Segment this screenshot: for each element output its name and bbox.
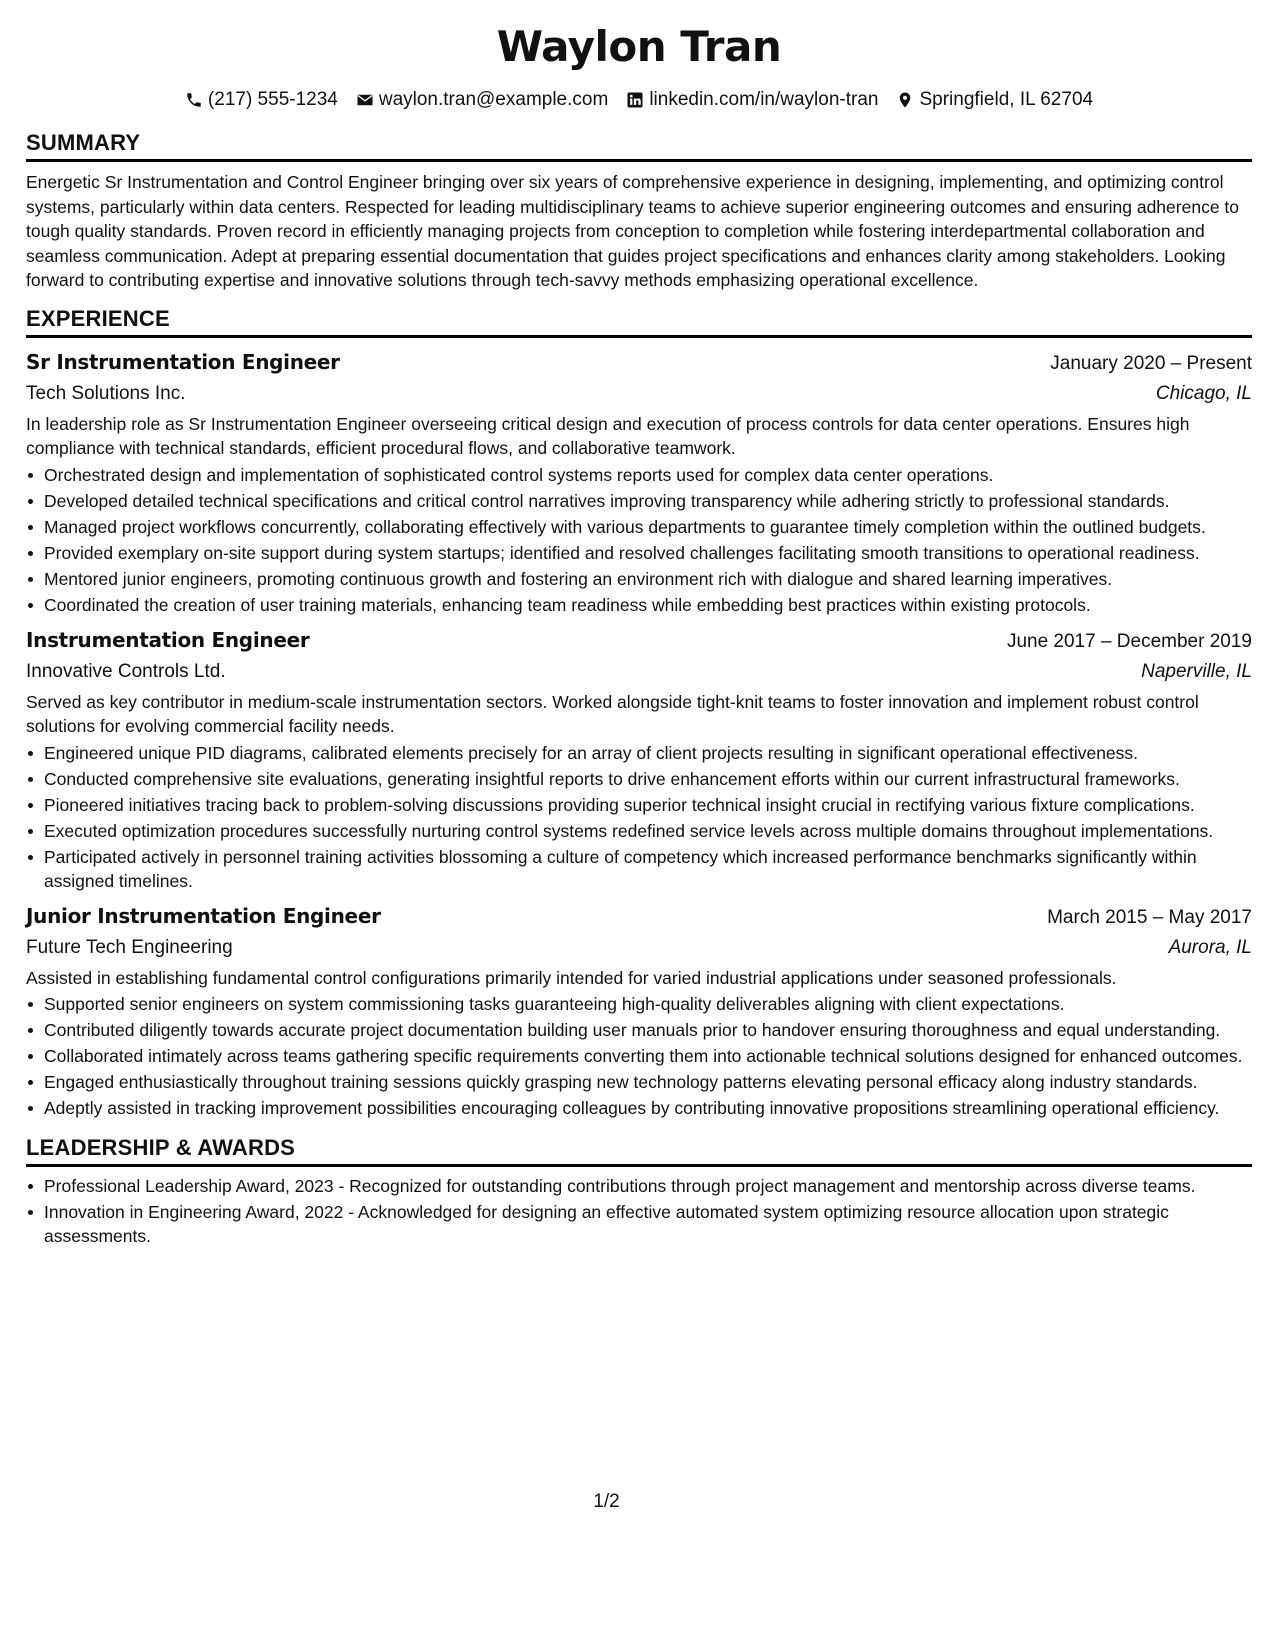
summary-text: Energetic Sr Instrumentation and Control Engineer bringing over six years of comprehensive experience in designing, implementing, and optimizing control systems, particularly within data centers. Respected for leading multidisciplinary teams to achieve superior engineering outcomes and ensuring adherence to tough quality standards. Proven record in efficiently managing projects from conception to completion while fostering interdepartmental collaboration and seamless communication. Adept at preparing essential documentation that guides project specifications and enhances clarity among stakeholders. Looking forward to contributing expertise and innovative solutions through tech-savvy methods emphasizing operational excellence. (26, 172, 1240, 290)
awards-list (26, 1174, 1252, 1248)
job-bullets (26, 741, 1252, 893)
list-item: Professional Leadership Award, 2023 - Recognized for outstanding contributions through project management and mentorship across diverse teams. (26, 1174, 1252, 1198)
list-item: Pioneered initiatives tracing back to problem-solving discussions providing superior technical insight crucial in rectifying various fixture complications. (26, 793, 1252, 817)
job-company: Tech Solutions Inc. (26, 382, 186, 404)
linkedin-icon (626, 91, 644, 109)
job-location: Chicago, IL (1155, 382, 1252, 404)
contact-phone (185, 89, 338, 111)
job-company: Future Tech Engineering (26, 936, 233, 958)
list-item: Contributed diligently towards accurate project documentation building user manuals prior to handover ensuring thoroughness and equal understanding. (26, 1018, 1252, 1042)
job-description: Assisted in establishing fundamental control configurations primarily intended for varied industrial applications under seasoned professionals. (26, 967, 1117, 988)
list-item: Collaborated intimately across teams gathering specific requirements converting them into actionable technical solutions designed for enhanced outcomes. (26, 1044, 1252, 1068)
linkedin-link[interactable]: linkedin.com/in/waylon-tran (649, 89, 879, 110)
job-location: Naperville, IL (1141, 660, 1252, 682)
job-title: Junior Instrumentation Engineer (26, 903, 381, 928)
summary-section (26, 130, 1252, 293)
job-bullets (26, 992, 1252, 1120)
job-dates: March 2015 – May 2017 (1047, 906, 1252, 928)
resume-page (26, 0, 1252, 1248)
list-item: Engaged enthusiastically throughout training sessions quickly grasping new technology patterns elevating personal efficacy along industry standards. (26, 1070, 1252, 1094)
job-bullets (26, 463, 1252, 617)
section-title-experience: EXPERIENCE (26, 306, 1252, 338)
job-location: Aurora, IL (1168, 936, 1252, 958)
list-item: Innovation in Engineering Award, 2022 - Acknowledged for designing an effective automated system optimizing resource allocation upon strategic assessments. (26, 1200, 1252, 1248)
section-title-awards: LEADERSHIP & AWARDS (26, 1135, 1252, 1167)
job-dates: June 2017 – December 2019 (1006, 630, 1252, 652)
list-item: Managed project workflows concurrently, collaborating effectively with various departments to guarantee timely completion within the outlined budgets. (26, 515, 1252, 539)
contact-linkedin[interactable] (626, 89, 878, 111)
job-title: Sr Instrumentation Engineer (26, 349, 340, 374)
experience-section (26, 306, 1252, 1121)
job-entry (26, 347, 1252, 617)
job-entry (26, 625, 1252, 893)
list-item: Executed optimization procedures successfully nurturing control systems redefined service levels across multiple domains throughout implementations. (26, 819, 1252, 843)
list-item: Developed detailed technical specifications and critical control narratives improving transparency while adhering strictly to professional standards. (26, 489, 1252, 513)
list-item: Mentored junior engineers, promoting continuous growth and fostering an environment rich with dialogue and shared learning imperatives. (26, 567, 1252, 591)
list-item: Coordinated the creation of user training materials, enhancing team readiness while embedding best practices within existing protocols. (26, 593, 1252, 617)
list-item: Adeptly assisted in tracking improvement possibilities encouraging colleagues by contributing innovative propositions streamlining operational efficiency. (26, 1096, 1252, 1120)
phone-text: (217) 555-1234 (207, 89, 338, 110)
job-title: Instrumentation Engineer (26, 627, 310, 652)
list-item: Conducted comprehensive site evaluations, generating insightful reports to drive enhancement efforts within our current infrastructural frameworks. (26, 767, 1252, 791)
job-company: Innovative Controls Ltd. (26, 660, 226, 682)
job-description: Served as key contributor in medium-scale instrumentation sectors. Worked alongside tight-knit teams to foster innovation and implement robust control solutions for evolving commercial facility needs. (26, 691, 1199, 736)
envelope-icon (356, 91, 374, 109)
list-item: Participated actively in personnel training activities blossoming a culture of competency which increased performance benchmarks significantly within assigned timelines. (26, 845, 1252, 893)
list-item: Orchestrated design and implementation of sophisticated control systems reports used for complex data center operations. (26, 463, 1252, 487)
section-title-summary: SUMMARY (26, 130, 1252, 162)
location-text: Springfield, IL 62704 (919, 89, 1094, 110)
contact-email[interactable] (356, 89, 608, 111)
list-item: Provided exemplary on-site support during system startups; identified and resolved challenges facilitating smooth transitions to operational readiness. (26, 541, 1252, 565)
candidate-name: Waylon Tran (496, 22, 782, 71)
contact-bar (26, 88, 1252, 112)
list-item: Supported senior engineers on system commissioning tasks guaranteeing high-quality deliverables aligning with client expectations. (26, 992, 1252, 1016)
phone-icon (185, 91, 203, 109)
contact-location (896, 89, 1093, 111)
map-pin-icon (896, 91, 914, 109)
page-number: 1/2 (593, 1491, 620, 1512)
list-item: Engineered unique PID diagrams, calibrated elements precisely for an array of client projects resulting in significant operational effectiveness. (26, 741, 1252, 765)
job-entry (26, 901, 1252, 1121)
awards-section (26, 1135, 1252, 1248)
job-dates: January 2020 – Present (1050, 352, 1252, 374)
job-description: In leadership role as Sr Instrumentation Engineer overseeing critical design and execution of process controls for data center operations. Ensures high compliance with technical standards, efficient procedural flows, and collaborative teamwork. (26, 413, 1190, 458)
email-link[interactable]: waylon.tran@example.com (378, 89, 609, 110)
